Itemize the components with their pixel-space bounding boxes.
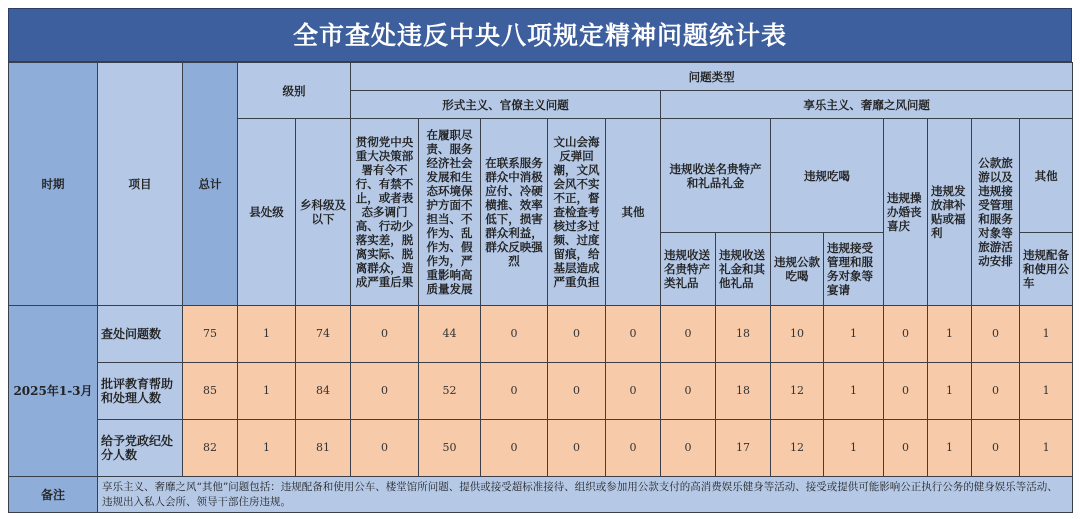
value-cell: 0 <box>884 363 928 420</box>
value-cell: 0 <box>884 306 928 363</box>
period-cell: 2025年1-3月 <box>9 306 98 477</box>
value-cell: 1 <box>824 363 884 420</box>
value-cell: 0 <box>548 420 606 477</box>
value-cell: 1 <box>1020 420 1073 477</box>
value-cell: 12 <box>771 363 824 420</box>
value-cell: 0 <box>661 420 716 477</box>
value-cell: 1 <box>928 363 972 420</box>
table-row <box>9 420 1073 477</box>
note-text: 享乐主义、奢靡之风“其他”问题包括：违规配备和使用公车、楼堂馆所问题、提供或接受超标准接待、组织或参加用公款支付的高消费娱乐健身等活动、接受或提供可能影响公正执行公务的健身娱乐等活动、违规出入私人会所、领导干部住房违规。 <box>98 477 1073 513</box>
header-level: 级别 <box>238 63 351 119</box>
value-cell: 1 <box>238 306 296 363</box>
header-dining-banquet: 违规接受管理和服务对象等宴请 <box>824 233 884 306</box>
row-item-label: 查处问题数 <box>98 306 183 363</box>
header-formalism-2: 在履职尽责、服务经济社会发展和生态环境保护方面不担当、不作为、乱作为、假作为，严重影响高质量发展 <box>419 119 481 306</box>
header-gifts-cash: 违规收送礼金和其他礼品 <box>716 233 771 306</box>
header-weddings: 违规操办婚丧喜庆 <box>884 119 928 306</box>
header-hedonism: 享乐主义、奢靡之风问题 <box>661 91 1073 119</box>
value-cell: 1 <box>928 306 972 363</box>
header-period: 时期 <box>9 63 98 306</box>
note-row <box>9 477 1073 513</box>
value-cell: 0 <box>884 420 928 477</box>
value-cell: 0 <box>972 363 1020 420</box>
value-cell: 0 <box>606 306 661 363</box>
value-cell: 0 <box>351 363 419 420</box>
header-dining-public: 违规公款吃喝 <box>771 233 824 306</box>
value-cell: 0 <box>972 306 1020 363</box>
value-cell: 1 <box>928 420 972 477</box>
header-dining: 违规吃喝 <box>771 119 884 233</box>
value-cell: 10 <box>771 306 824 363</box>
value-cell: 12 <box>771 420 824 477</box>
value-cell: 0 <box>661 306 716 363</box>
row-item-label: 给予党政纪处分人数 <box>98 420 183 477</box>
header-formalism-1: 贯彻党中央重大决策部署有令不行、有禁不止，或者表态多调门高、行动少落实差，脱离实际、脱离群众，造成严重后果 <box>351 119 419 306</box>
table-title: 全市查处违反中央八项规定精神问题统计表 <box>8 8 1072 62</box>
value-cell: 0 <box>972 420 1020 477</box>
header-travel: 公款旅游以及违规接受管理和服务对象等旅游活动安排 <box>972 119 1020 306</box>
value-cell: 0 <box>351 306 419 363</box>
value-cell: 1 <box>1020 363 1073 420</box>
value-cell: 82 <box>183 420 238 477</box>
row-item-label: 批评教育帮助和处理人数 <box>98 363 183 420</box>
header-problem-type: 问题类型 <box>351 63 1073 91</box>
note-label: 备注 <box>9 477 98 513</box>
value-cell: 74 <box>296 306 351 363</box>
value-cell: 0 <box>661 363 716 420</box>
value-cell: 84 <box>296 363 351 420</box>
value-cell: 44 <box>419 306 481 363</box>
table-row <box>9 363 1073 420</box>
stats-table-container <box>8 8 1072 513</box>
value-cell: 1 <box>824 420 884 477</box>
value-cell: 0 <box>606 420 661 477</box>
value-cell: 85 <box>183 363 238 420</box>
header-formalism-3: 在联系服务群众中消极应付、冷硬横推、效率低下，损害群众利益，群众反映强烈 <box>481 119 548 306</box>
value-cell: 0 <box>548 306 606 363</box>
value-cell: 75 <box>183 306 238 363</box>
value-cell: 17 <box>716 420 771 477</box>
header-formalism-4: 文山会海反弹回潮，文风会风不实不正，督查检查考核过多过频、过度留痕，给基层造成严重负担 <box>548 119 606 306</box>
value-cell: 1 <box>1020 306 1073 363</box>
value-cell: 50 <box>419 420 481 477</box>
table-row <box>9 306 1073 363</box>
header-formalism: 形式主义、官僚主义问题 <box>351 91 661 119</box>
header-county-level: 县处级 <box>238 119 296 306</box>
value-cell: 1 <box>238 363 296 420</box>
header-gifts-specialty: 违规收送名贵特产类礼品 <box>661 233 716 306</box>
stats-table <box>8 62 1073 513</box>
value-cell: 81 <box>296 420 351 477</box>
header-formalism-other: 其他 <box>606 119 661 306</box>
value-cell: 0 <box>481 363 548 420</box>
value-cell: 0 <box>481 420 548 477</box>
value-cell: 0 <box>606 363 661 420</box>
header-hedonism-other: 其他 <box>1020 119 1073 233</box>
header-official-car: 违规配备和使用公车 <box>1020 233 1073 306</box>
value-cell: 18 <box>716 363 771 420</box>
value-cell: 1 <box>238 420 296 477</box>
value-cell: 0 <box>481 306 548 363</box>
value-cell: 52 <box>419 363 481 420</box>
value-cell: 1 <box>824 306 884 363</box>
header-gifts: 违规收送名贵特产和礼品礼金 <box>661 119 771 233</box>
header-total: 总计 <box>183 63 238 306</box>
header-item: 项目 <box>98 63 183 306</box>
value-cell: 18 <box>716 306 771 363</box>
value-cell: 0 <box>548 363 606 420</box>
header-subsidies: 违规发放津补贴或福利 <box>928 119 972 306</box>
value-cell: 0 <box>351 420 419 477</box>
header-township-level: 乡科级及以下 <box>296 119 351 306</box>
